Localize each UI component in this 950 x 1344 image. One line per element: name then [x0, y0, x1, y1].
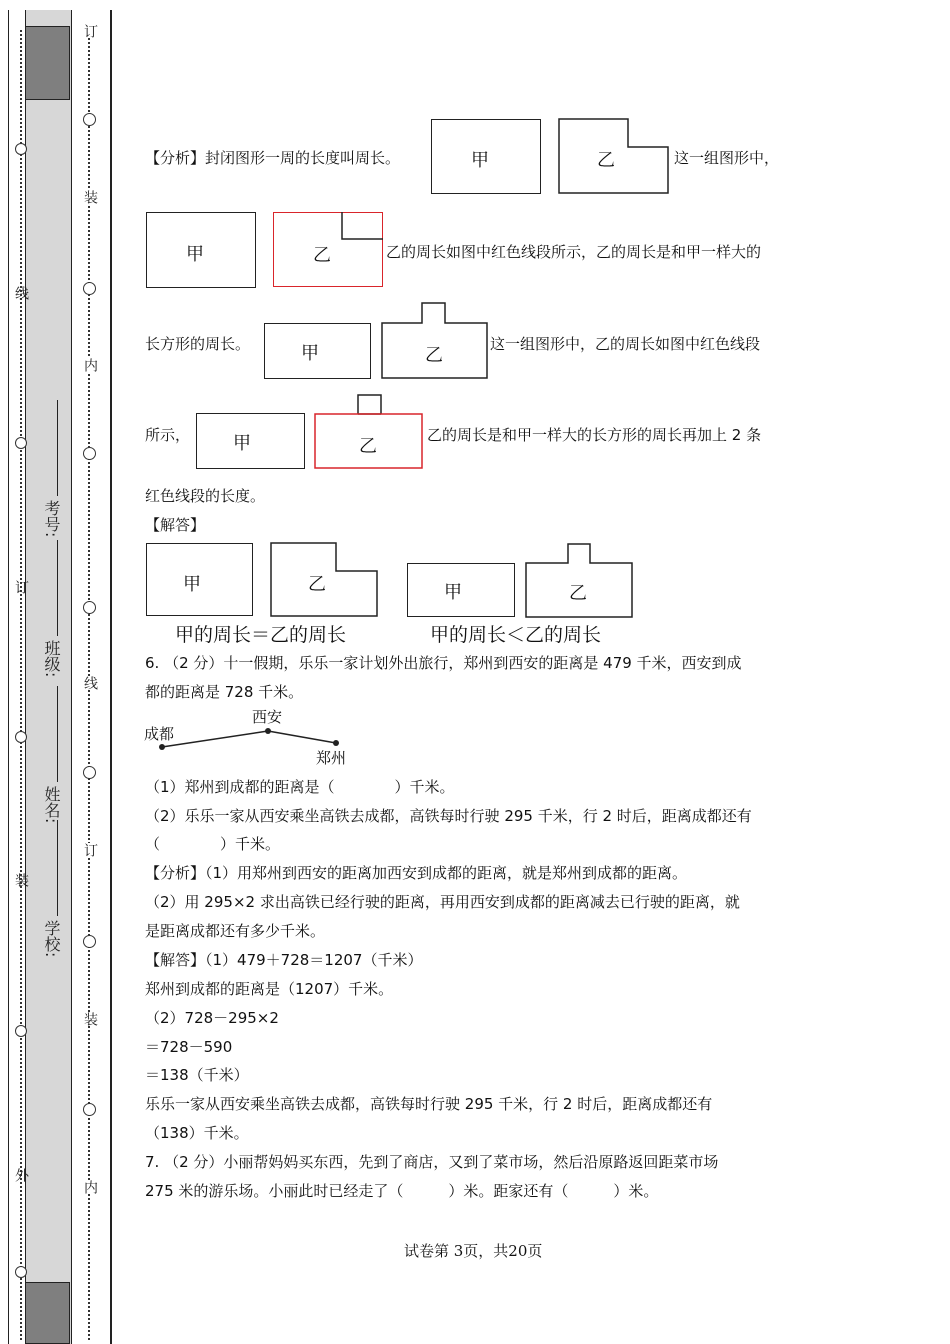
map-label-xian: 西安	[252, 708, 283, 726]
binding-margin	[0, 0, 120, 1344]
q5-analysis-line1-prefix: 【分析】封闭图形一周的长度叫周长。	[145, 149, 401, 167]
shape-jia-rectangle	[264, 323, 371, 379]
shape-label-yi: 乙	[425, 345, 443, 366]
class-field-label: 班级:	[42, 640, 61, 678]
q5-answer-tag: 【解答】	[145, 516, 206, 534]
outer-dotted-cut-line	[20, 30, 22, 1340]
punch-hole-circle	[15, 1025, 27, 1037]
margin-label-inner: 订	[82, 24, 98, 38]
punch-hole-circle	[83, 601, 96, 614]
q7-stem-line1: 7. （2 分）小丽帮妈妈买东西，先到了商店，又到了菜市场，然后沿原路返回距菜市场	[145, 1153, 719, 1171]
q6-answer2-step2: ＝728－590	[145, 1038, 233, 1056]
map-label-zhengzhou: 郑州	[316, 749, 347, 767]
q6-stem-line2: 都的距离是 728 千米。	[145, 683, 304, 701]
shape-label-yi: 乙	[359, 436, 377, 457]
shape-jia-rectangle	[146, 212, 256, 288]
q6-sub2-line1: （2）乐乐一家从西安乘坐高铁去成都，高铁每时行驶 295 千米，行 2 时后，距离成都还有	[145, 807, 752, 825]
q6-analysis2-line2: 是距离成都还有多少千米。	[145, 922, 326, 940]
margin-label-inner: 订	[82, 843, 98, 857]
q6-answer2-conclusion1: 乐乐一家从西安乘坐高铁去成都，高铁每时行驶 295 千米，行 2 时后，距离成都还有	[145, 1095, 713, 1113]
q6-analysis2-line1: （2）用 295×2 求出高铁已经行驶的距离，再用西安到成都的距离减去已行驶的距离，就	[145, 893, 740, 911]
q5-analysis-line4-prefix: 所示，	[145, 426, 191, 444]
margin-label-inner: 内	[82, 358, 98, 372]
q6-answer2-conclusion2: （138）千米。	[145, 1124, 249, 1142]
q6-answer1-conclusion: 郑州到成都的距离是（1207）千米。	[145, 980, 394, 998]
shape-label-jia: 甲	[233, 433, 251, 454]
q7-stem-line2: 275 米的游乐场。小丽此时已经走了（ ）米。距家还有（ ）米。	[145, 1182, 659, 1200]
shape-jia-rectangle	[407, 563, 515, 617]
q6-sub2-line2: （ ）千米。	[145, 835, 281, 853]
q6-answer2-step1: （2）728－295×2	[145, 1009, 279, 1027]
punch-hole-circle	[83, 282, 96, 295]
map-label-chengdu: 成都	[144, 725, 175, 743]
margin-label-outer: 装	[13, 873, 29, 887]
q5-analysis-line5: 红色线段的长度。	[145, 487, 266, 505]
shape-jia-rectangle	[431, 119, 541, 194]
q5-analysis-line4-suffix: 乙的周长是和甲一样大的长方形的周长再加上 2 条	[427, 426, 762, 444]
punch-hole-circle	[83, 935, 96, 948]
shape-jia-rectangle	[146, 543, 253, 616]
shape-jia-rectangle	[196, 413, 305, 469]
q6-answer1: 【解答】（1）479＋728＝1207（千米）	[145, 951, 423, 969]
q6-sub1: （1）郑州到成都的距离是（ ）千米。	[145, 778, 455, 796]
punch-hole-circle	[15, 143, 27, 155]
margin-label-inner: 装	[82, 190, 98, 204]
margin-label-inner: 内	[82, 1180, 98, 1194]
class-field-line[interactable]	[57, 540, 58, 636]
exam-number-field-line[interactable]	[57, 400, 58, 496]
shape-label-jia: 甲	[301, 343, 319, 364]
caption-equal-perimeter: 甲的周长＝乙的周长	[175, 624, 347, 646]
q5-analysis-line3-prefix: 长方形的周长。	[145, 335, 251, 353]
punch-hole-circle	[83, 447, 96, 460]
punch-hole-circle	[83, 1103, 96, 1116]
q6-answer2-step3: ＝138（千米）	[145, 1066, 249, 1084]
margin-label-inner: 装	[82, 1012, 98, 1026]
shape-label-yi: 乙	[597, 150, 615, 171]
q5-analysis-line3-suffix: 这一组图形中，乙的周长如图中红色线段	[490, 335, 761, 353]
page-footer: 试卷第 3页，共20页	[404, 1242, 543, 1260]
punch-hole-circle	[83, 766, 96, 779]
gray-band-bottom	[25, 1282, 70, 1344]
notch-outline	[340, 212, 384, 242]
margin-label-outer: 外	[13, 1168, 29, 1182]
punch-hole-circle	[15, 1266, 27, 1278]
name-field-line[interactable]	[57, 686, 58, 782]
punch-hole-circle	[83, 113, 96, 126]
q6-stem-line1: 6. （2 分）十一假期，乐乐一家计划外出旅行，郑州到西安的距离是 479 千米，西安到成	[145, 654, 742, 672]
q6-analysis1: 【分析】（1）用郑州到西安的距离加西安到成都的距离，就是郑州到成都的距离。	[145, 864, 688, 882]
school-field-line[interactable]	[57, 820, 58, 916]
gray-band-top	[25, 26, 70, 100]
shape-label-jia: 甲	[471, 150, 489, 171]
punch-hole-circle	[15, 437, 27, 449]
shape-label-yi: 乙	[313, 245, 331, 266]
shape-label-yi: 乙	[308, 574, 326, 595]
punch-hole-circle	[15, 731, 27, 743]
shape-label-jia: 甲	[183, 574, 201, 595]
margin-edge-line	[8, 10, 9, 1344]
q5-analysis-line1-suffix: 这一组图形中，	[674, 149, 780, 167]
shape-label-jia: 甲	[186, 244, 204, 265]
margin-label-outer: 线	[13, 286, 29, 300]
q5-analysis-line2-suffix: 乙的周长如图中红色线段所示，乙的周长是和甲一样大的	[386, 243, 762, 261]
school-field-label: 学校:	[42, 920, 61, 958]
shape-label-yi: 乙	[569, 583, 587, 604]
margin-label-outer: 订	[13, 580, 29, 594]
margin-right-border	[110, 10, 112, 1344]
shape-label-jia: 甲	[444, 582, 462, 603]
caption-less-perimeter: 甲的周长＜乙的周长	[430, 624, 602, 646]
exam-number-field-label: 考号:	[42, 500, 61, 538]
name-field-label: 姓名:	[42, 786, 61, 824]
margin-label-inner: 线	[82, 676, 98, 690]
